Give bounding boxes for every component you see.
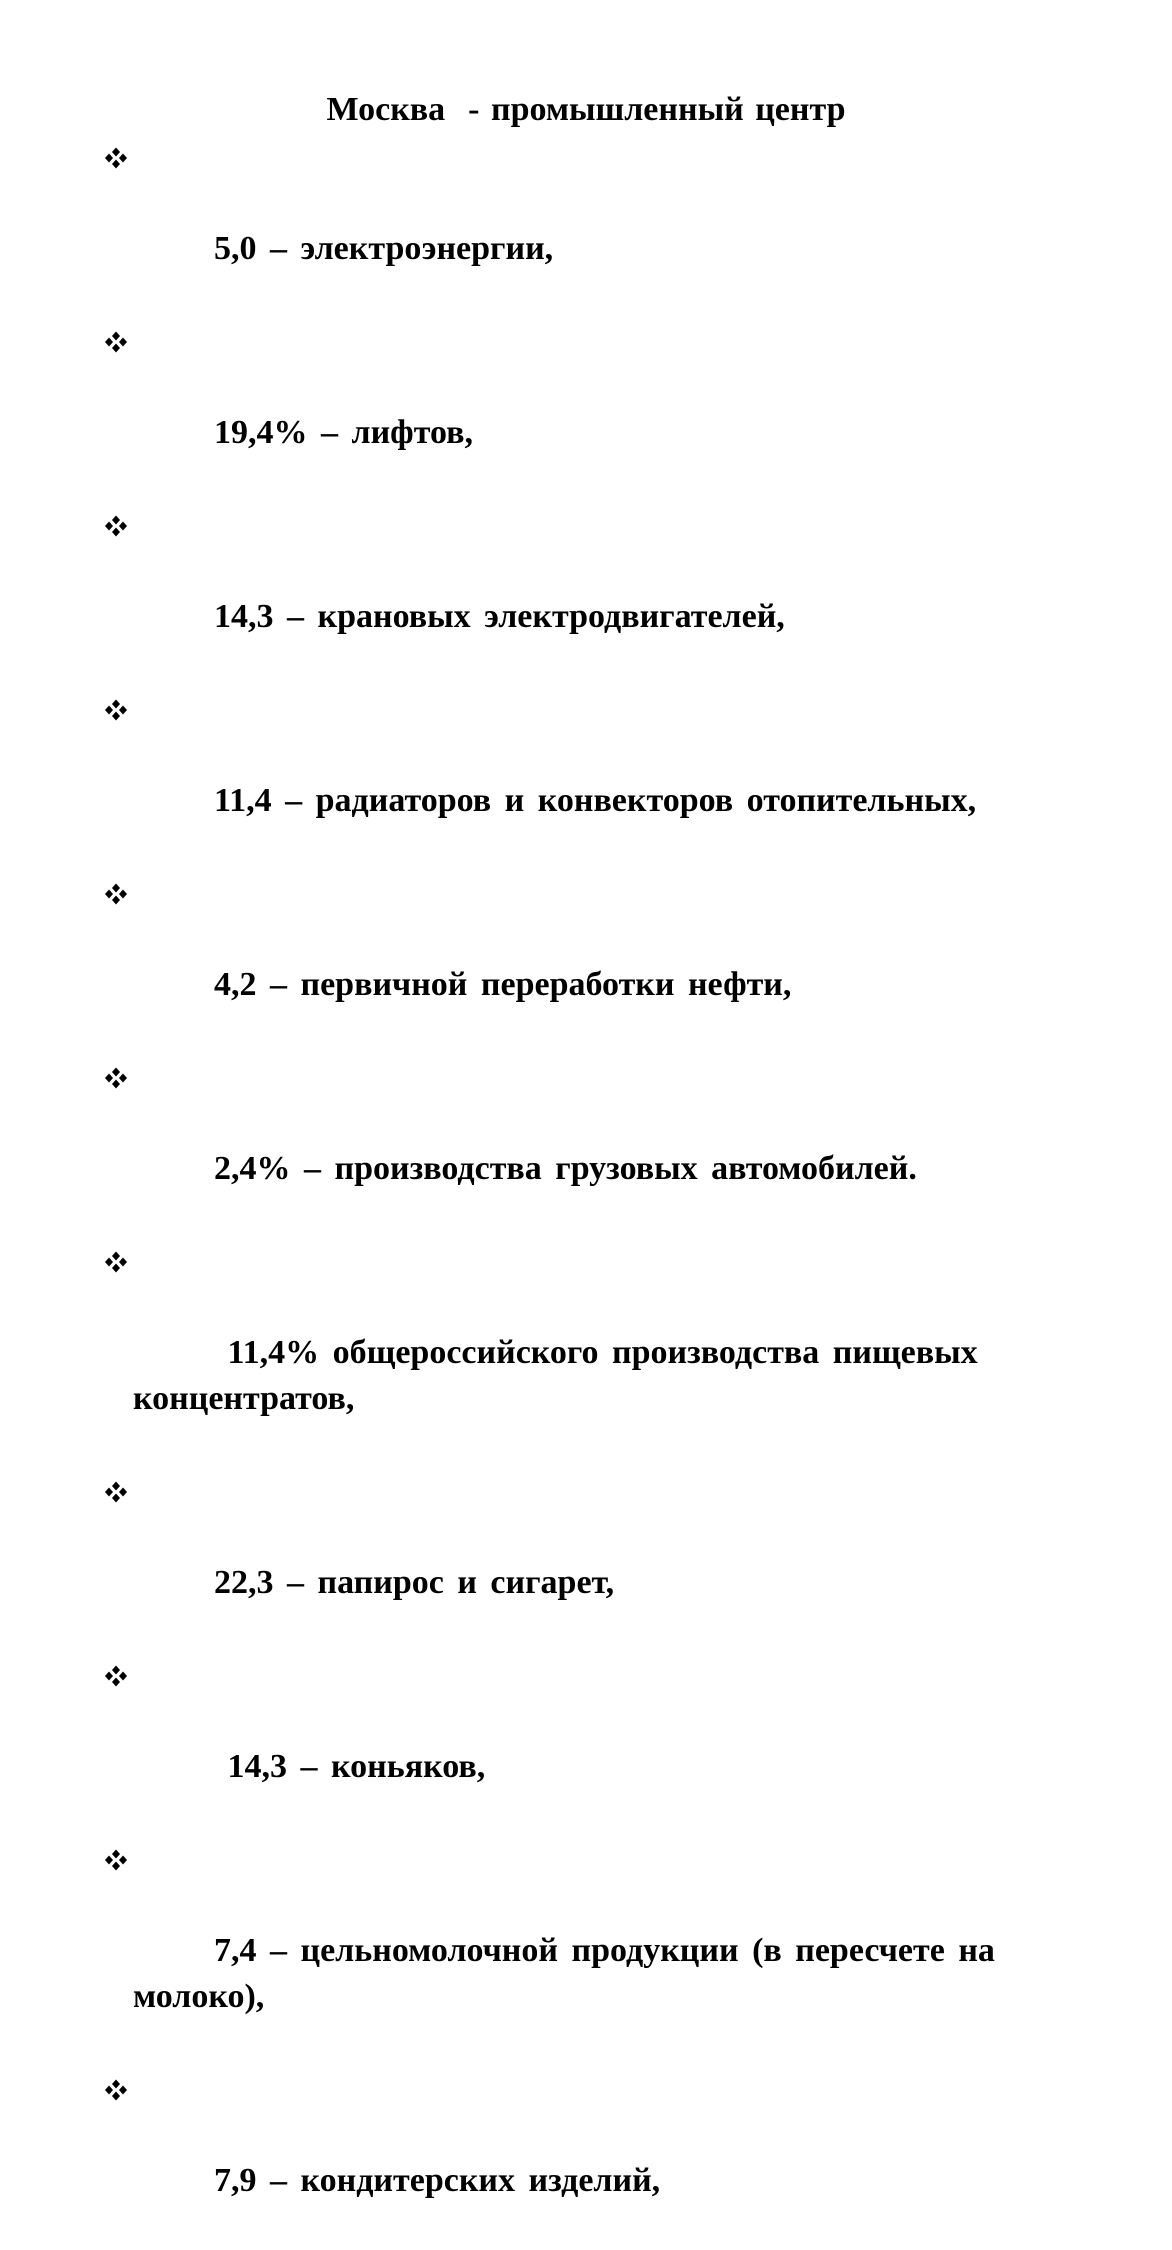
diamond-four-bullet-icon	[103, 1251, 129, 1273]
list-item	[103, 1468, 1103, 1652]
diamond-four-bullet-icon	[103, 1067, 129, 1089]
list-item-text: 2,4% – производства грузовых автомобилей.	[214, 1150, 917, 1187]
bullet-list	[103, 134, 1103, 2250]
list-item	[103, 2066, 1103, 2250]
diamond-four-bullet-icon	[103, 515, 129, 537]
list-item-text: 14,3 – коньяков,	[214, 1748, 486, 1785]
diamond-four-bullet-icon	[103, 699, 129, 721]
list-item	[103, 502, 1103, 686]
list-item	[103, 1054, 1103, 1238]
diamond-four-bullet-icon	[103, 1665, 129, 1687]
list-item	[103, 134, 1103, 318]
list-item-text: 11,4 – радиаторов и конвекторов отопительных,	[214, 782, 977, 819]
list-item-text: 19,4% – лифтов,	[214, 414, 473, 451]
list-item	[103, 1652, 1103, 1836]
list-item-text: 4,2 – первичной переработки нефти,	[214, 966, 792, 1003]
list-item	[103, 870, 1103, 1054]
list-item	[103, 1238, 1103, 1468]
diamond-four-bullet-icon	[103, 1849, 129, 1871]
diamond-four-bullet-icon	[103, 883, 129, 905]
list-item	[103, 318, 1103, 502]
list-item-text: 7,4 – цельномолочной продукции (в пересчете на молоко),	[133, 1932, 1009, 2015]
list-item-text: 14,3 – крановых электродвигателей,	[214, 598, 785, 635]
slide-title: Москва - промышленный центр	[326, 91, 846, 128]
list-item	[103, 1836, 1103, 2066]
diamond-four-bullet-icon	[103, 331, 129, 353]
list-item-text: 11,4% общероссийского производства пищевых концентратов,	[133, 1334, 992, 1417]
list-item-text: 7,9 – кондитерских изделий,	[214, 2162, 661, 2199]
list-item-text: 5,0 – электроэнергии,	[214, 230, 554, 267]
diamond-four-bullet-icon	[103, 2079, 129, 2101]
diamond-four-bullet-icon	[103, 1481, 129, 1503]
diamond-four-bullet-icon	[103, 147, 129, 169]
list-item-text: 22,3 – папирос и сигарет,	[214, 1564, 615, 1601]
list-item	[103, 686, 1103, 870]
